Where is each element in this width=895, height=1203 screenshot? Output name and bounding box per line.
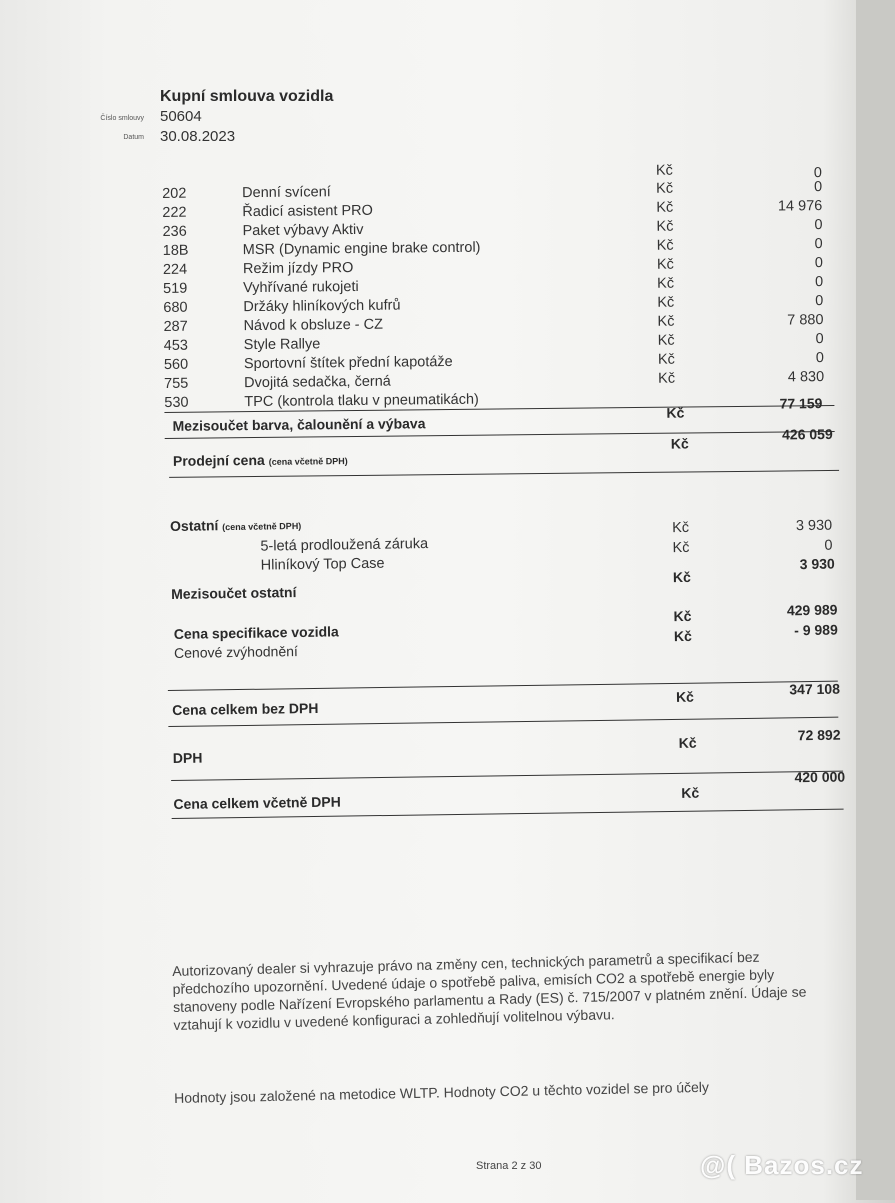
item-name: Držáky hliníkových kufrů (243, 297, 401, 316)
currency-label: Kč (657, 313, 675, 330)
currency-label: Kč (672, 519, 690, 537)
disclaimer-text: Autorizovaný dealer si vyhrazuje právo na změny cen, technických parametrů a specifikací bez předchozího upozornění. Uvedené údaje o spotřebě paliva, emisích CO2 a spotřebě energie byly stanoveny podle Nařízení Evropského parlamentu a Rady (ES) č. 715/2007 v platném znění. Údaje se vztahují k vozidlu v uvedené konfiguraci a zohledňují volitelnou výbavu. (172, 948, 807, 1033)
contract-number-label: Číslo smlouvy (100, 115, 144, 122)
item-code: 202 (162, 185, 187, 202)
currency-label: Kč (673, 607, 692, 625)
amount: 0 (814, 236, 823, 253)
item-code: 680 (163, 299, 188, 316)
contract-date: 30.08.2023 (160, 128, 236, 145)
currency-label: Kč (672, 539, 690, 557)
divider (168, 717, 838, 727)
amount: 7 880 (787, 312, 824, 329)
item-code: 287 (163, 318, 188, 335)
currency-label: Kč (657, 332, 675, 349)
item-name: Dvojitá sedačka, černá (244, 373, 391, 392)
item-name: Paket výbavy Aktiv (242, 221, 364, 240)
item-name: Režim jízdy PRO (242, 259, 354, 278)
sale-price-label: Prodejní cena (cena včetně DPH) (172, 451, 348, 469)
item-code: 453 (163, 337, 189, 354)
currency-label: Kč (670, 435, 689, 452)
spec-price-amount: 429 989 (786, 601, 838, 619)
sale-price-amount: 426 059 (782, 425, 833, 443)
vat-amount: 72 892 (797, 726, 841, 744)
page-edge-shadow (856, 0, 895, 1200)
item-code: 222 (162, 204, 187, 221)
currency-label: Kč (658, 370, 676, 387)
total-with-vat-row (1, 768, 856, 812)
item-name: Návod k obsluze - CZ (243, 316, 384, 335)
item-code: 519 (163, 280, 188, 297)
amount: 0 (813, 165, 823, 182)
amount: 0 (815, 350, 824, 367)
total-with-vat-label: Cena celkem včetně DPH (173, 793, 341, 812)
amount: 0 (815, 293, 824, 310)
item-name: TPC (kontrola tlaku v pneumatikách) (244, 391, 479, 411)
currency-label: Kč (656, 218, 674, 235)
discount-amount: - 9 989 (794, 621, 838, 639)
item-name: Hliníkový Top Case (260, 555, 385, 574)
discount-label: Cenové zvýhodnění (173, 643, 298, 661)
amount: 3 930 (795, 517, 833, 535)
item-name: Style Rallye (243, 336, 321, 354)
spec-price-label: Cena specifikace vozidla (173, 623, 339, 642)
watermark: @( Bazos.cz (700, 1150, 864, 1180)
other-subtotal-amount: 3 930 (799, 555, 835, 573)
divider (168, 681, 838, 691)
total-no-vat-amount: 347 108 (789, 680, 841, 698)
item-code: 530 (164, 394, 189, 411)
item-name: Vyhřívané rukojeti (243, 278, 359, 297)
other-note: (cena včetně DPH) (222, 520, 302, 533)
amount: 0 (814, 217, 823, 234)
date-label: Datum (123, 134, 144, 141)
amount: 0 (824, 537, 833, 554)
subtotal-equipment-amount: 77 159 (779, 395, 823, 412)
amount: 0 (813, 179, 823, 196)
subtotal-equipment-label: Mezisoučet barva, čalounění a výbava (172, 415, 426, 434)
currency-label: Kč (657, 275, 675, 292)
amount: 14 976 (777, 198, 823, 215)
amount: 0 (815, 331, 824, 348)
currency-label: Kč (666, 404, 685, 421)
item-name: MSR (Dynamic engine brake control) (242, 239, 481, 259)
currency-label: Kč (656, 237, 674, 254)
currency-label: Kč (681, 784, 700, 801)
item-code: 236 (162, 223, 187, 240)
currency-label: Kč (657, 351, 675, 368)
currency-label: Kč (657, 294, 675, 311)
total-no-vat-label: Cena celkem bez DPH (172, 699, 319, 718)
item-name: Denní svícení (242, 184, 331, 202)
other-label: Ostatní (169, 517, 219, 534)
amount: 4 830 (787, 369, 825, 386)
currency-label: Kč (655, 162, 673, 179)
amount: 0 (814, 274, 824, 291)
currency-label: Kč (656, 180, 674, 197)
divider (171, 771, 843, 781)
item-code: 560 (163, 356, 189, 373)
vat-row (1, 726, 856, 766)
other-subtotal-label: Mezisoučet ostatní (171, 584, 297, 602)
vat-label: DPH (172, 749, 203, 766)
disclaimer-text-2: Hodnoty jsou založené na metodice WLTP. Hodnoty CO2 u těchto vozidel se pro účely (174, 1078, 710, 1106)
item-name: 5-letá prodloužená záruka (260, 535, 429, 555)
currency-label: Kč (675, 688, 695, 705)
item-name: Řadicí asistent PRO (242, 202, 373, 221)
contract-number: 50604 (160, 108, 202, 125)
currency-label: Kč (678, 734, 697, 751)
item-name: Sportovní štítek přední kapotáže (243, 353, 453, 373)
total-with-vat-amount: 420 000 (794, 768, 846, 786)
item-code: 224 (162, 261, 188, 278)
currency-label: Kč (656, 256, 674, 273)
amount: 0 (814, 255, 823, 272)
page-number: Strana 2 z 30 (476, 1160, 542, 1172)
currency-label: Kč (656, 199, 674, 216)
item-code: 18B (162, 242, 189, 259)
total-no-vat-row (0, 680, 855, 718)
item-code: 755 (164, 375, 189, 392)
document-title: Kupní smlouva vozidla (160, 88, 334, 105)
currency-label: Kč (673, 627, 692, 645)
currency-label: Kč (672, 568, 691, 586)
